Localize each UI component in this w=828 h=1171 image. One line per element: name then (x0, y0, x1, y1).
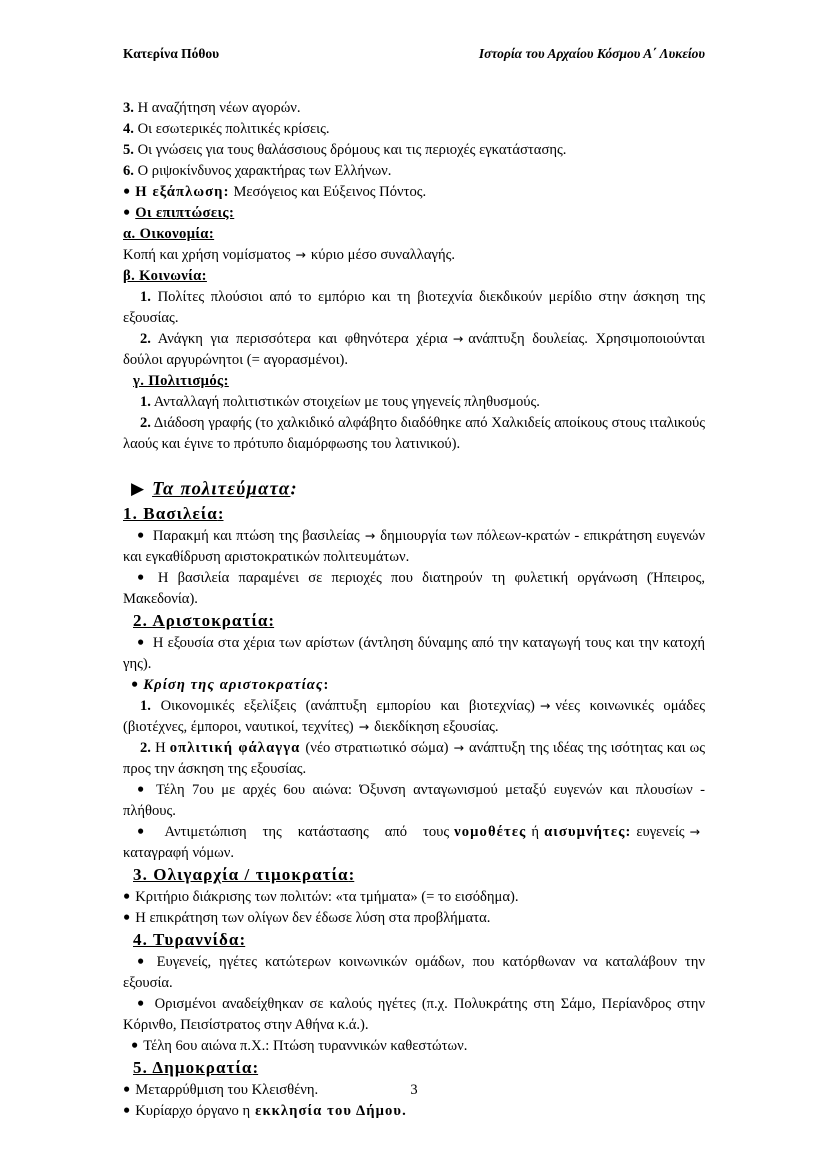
bullet-icon: ● (137, 634, 145, 649)
list-text: Ευγενείς, ηγέτες κατώτερων κοινωνικών ομάδων, που κατόρθωναν να καταλάβουν την εξουσία. (123, 954, 706, 992)
list-number: 2. (140, 740, 151, 757)
list-text-cont: ευγενείς (636, 824, 685, 841)
page-number: 3 (410, 1082, 418, 1098)
list-text: Οι εσωτερικές πολιτικές κρίσεις. (137, 121, 330, 137)
list-text: Ο ριψοκίνδυνος χαρακτήρας των Ελλήνων. (137, 163, 392, 179)
economy-heading (123, 224, 705, 245)
list-text: Ορισμένοι αναδείχθηκαν σε καλούς ηγέτες (π.χ. Πολυκράτης στη Σάμο, Περίανδρος στην Κόρινθο, Πεισίστρατος στην Αθήνα κ.ά.). (123, 996, 706, 1034)
bullet-icon: ● (137, 953, 149, 968)
list-prefix: Η (155, 740, 166, 757)
list-text-end: διεκδίκηση εξουσίας. (374, 719, 499, 736)
list-number: 1. (140, 394, 151, 410)
list-text: Η αναζήτηση νέων αγορών. (137, 100, 301, 116)
arrow-icon: → (689, 824, 701, 840)
list-bold-term: οπλιτική φάλαγγα (169, 740, 301, 757)
regime-heading-colon: : (348, 865, 355, 885)
term-aisymnetes: αισυμνήτες: (544, 824, 632, 841)
list-text-cont: νέες κοινωνικές ομάδες (βιοτέχνες, έμποροι, ναυτικοί, τεχνίτες) (123, 698, 705, 736)
list-text: Κριτήριο διάκρισης των πολιτών: «τα τμήματα» (= το εισόδημα). (135, 889, 519, 906)
list-item (123, 568, 705, 610)
regime-heading (123, 929, 705, 952)
list-item (123, 140, 705, 161)
list-text: Αντιμετώπιση της κατάστασης από τους (164, 824, 450, 841)
main-section-title: Τα πολιτεύματα (152, 479, 291, 500)
list-item (123, 952, 705, 994)
arrow-icon: → (358, 719, 370, 735)
list-number: 2. (140, 415, 151, 431)
economy-heading-text: α. Οικονομία: (123, 226, 215, 242)
list-number: 1. (140, 289, 151, 305)
page-header (123, 46, 705, 62)
regime-heading (123, 1057, 705, 1080)
list-text-cont: ανάπτυξη της ιδέας της ισότητας και ως προς την άσκηση της εξουσίας. (123, 740, 705, 778)
list-item (123, 633, 705, 675)
list-text: (νέο στρατιωτικό σώμα) (305, 740, 449, 757)
list-number: 2. (140, 331, 151, 347)
term-nomothetes: νομοθέτες (454, 824, 527, 841)
list-item (123, 119, 705, 140)
list-text: Οι γνώσεις για τους θαλάσσιους δρόμους και τις περιοχές εγκατάστασης. (137, 142, 567, 158)
arrow-icon: → (453, 740, 464, 756)
list-item (123, 696, 705, 738)
crisis-heading-text: Κρίση της αριστοκρατίας (143, 677, 324, 694)
main-section-heading (123, 477, 705, 503)
bullet-icon: ● (137, 823, 157, 838)
header-author: Κατερίνα Πόθου (123, 46, 220, 61)
economy-text-a: Κοπή και χρήση νομίσματος (123, 247, 291, 263)
expansion-text: Μεσόγειος και Εύξεινος Πόντος. (233, 184, 427, 200)
header-title: Ιστορία του Αρχαίου Κόσμου Α΄ Λυκείου (478, 46, 705, 61)
list-number: 5. (123, 142, 134, 158)
term-or: ή (531, 824, 540, 841)
list-item (123, 161, 705, 182)
expansion-label: Η εξάπλωση (135, 184, 224, 200)
list-text: Η επικράτηση των ολίγων δεν έδωσε λύση στα προβλήματα. (135, 910, 491, 927)
list-item (123, 392, 705, 413)
society-heading-text: β. Κοινωνία: (123, 268, 207, 284)
list-text: Πολίτες πλούσιοι από το εμπόριο και τη βιοτεχνία διεκδικούν μερίδιο στην άσκηση της εξουσίας. (123, 289, 705, 326)
list-prefix: Κυρίαρχο όργανο η (135, 1103, 251, 1120)
list-text: Οικονομικές εξελίξεις (ανάπτυξη εμπορίου και βιοτεχνίας) (160, 698, 535, 715)
list-item (123, 1036, 705, 1057)
list-text: Διάδοση γραφής (το χαλκιδικό αλφάβητο διαδόθηκε από Χαλκιδείς αποίκους στους ιταλικούς λαούς και έγινε το πρότυπο διαμόρφωσης του λατινικού). (123, 415, 705, 452)
list-text: Η βασιλεία παραμένει σε περιοχές που διατηρούν τη φυλετική οργάνωση (Ήπειρος, Μακεδονία). (123, 570, 706, 608)
list-item (123, 994, 705, 1036)
list-item (123, 887, 705, 908)
culture-heading-text: γ. Πολιτισμός: (133, 373, 229, 389)
list-number: 6. (123, 163, 134, 179)
regime-heading-text: 3. Ολιγαρχία / τιμοκρατία (133, 865, 349, 885)
list-item (123, 822, 705, 864)
list-item (123, 780, 705, 822)
regime-heading-text: 5. Δημοκρατία (133, 1058, 253, 1078)
economy-text-b: κύριο μέσο συναλλαγής. (310, 247, 456, 263)
regime-heading-colon: : (252, 1058, 259, 1078)
term-ekklisia-dimou: εκκλησία του Δήμου. (255, 1103, 407, 1120)
bullet-icon: ● (131, 676, 139, 691)
list-text: Η εξουσία στα χέρια των αρίστων (άντληση δύναμης από την καταγωγή τους και την κατοχή γης). (123, 635, 706, 673)
arrow-icon: → (452, 331, 464, 346)
list-text-cont: δημιουργία των πόλεων-κρατών - επικράτηση ευγενών και εγκαθίδρυση αριστοκρατικών πολιτευμάτων. (123, 528, 705, 566)
regime-heading-text: 4. Τυραννίδα (133, 930, 240, 950)
impacts-heading-text: Οι επιπτώσεις: (135, 205, 235, 221)
section-spacer (123, 455, 705, 477)
list-item (123, 182, 705, 203)
bullet-icon: ● (137, 995, 147, 1010)
bullet-icon: ● (123, 909, 131, 924)
list-number: 3. (123, 100, 134, 116)
bullet-icon: ● (123, 888, 131, 903)
list-text: Μεταρρύθμιση του Κλεισθένη. (135, 1082, 319, 1099)
list-item (123, 738, 705, 780)
list-item (123, 329, 705, 371)
list-item (123, 908, 705, 929)
bullet-icon: ● (123, 1081, 131, 1096)
list-number: 4. (123, 121, 134, 137)
bullet-icon: ● (137, 569, 150, 584)
regime-heading-colon: : (239, 930, 246, 950)
list-text-end: καταγραφή νόμων. (123, 845, 235, 862)
list-text: Παρακμή και πτώση της βασιλείας (152, 528, 360, 545)
list-item (123, 526, 705, 568)
document-body (123, 98, 705, 1122)
regime-heading-colon: : (217, 504, 224, 524)
expansion-colon: : (223, 184, 229, 200)
list-item (123, 1101, 705, 1122)
regime-heading-text: 1. Βασιλεία (123, 504, 218, 524)
regime-heading-text: 2. Αριστοκρατία (133, 611, 269, 631)
list-text: Ανάγκη για περισσότερα και φθηνότερα χέρια (157, 331, 448, 347)
regime-heading-colon: : (268, 611, 275, 631)
bullet-icon: ● (131, 1037, 139, 1052)
crisis-heading-colon: : (323, 677, 329, 694)
regime-heading (123, 610, 705, 633)
list-item (123, 413, 705, 455)
bullet-icon: ● (137, 781, 148, 796)
impacts-heading (123, 203, 705, 224)
triangle-icon: ▶ (131, 479, 145, 498)
culture-heading (123, 371, 705, 392)
list-item (123, 287, 705, 329)
list-text: Τέλη 6ου αιώνα π.Χ.: Πτώση τυραννικών καθεστώτων. (143, 1038, 468, 1055)
arrow-icon: → (295, 247, 306, 262)
bullet-icon: ● (123, 1102, 131, 1117)
list-text-cont: ανάπτυξη δουλείας. Χρησιμοποιούνται δούλοι αργυρώνητοι (= αγορασμένοι). (123, 331, 705, 368)
main-section-colon: : (290, 479, 298, 500)
society-heading (123, 266, 705, 287)
list-text: Τέλη 7ου με αρχές 6ου αιώνα: Όξυνση ανταγωνισμού μεταξύ ευγενών και πλουσίων - πλήθους. (123, 782, 705, 820)
list-item (123, 98, 705, 119)
list-number: 1. (140, 698, 151, 715)
list-text: Ανταλλαγή πολιτιστικών στοιχείων με τους γηγενείς πληθυσμούς. (153, 394, 540, 410)
page-footer (0, 1082, 828, 1099)
arrow-icon: → (539, 698, 551, 714)
economy-text (123, 245, 705, 266)
arrow-icon: → (364, 528, 376, 544)
crisis-heading (123, 675, 705, 696)
regime-heading (123, 503, 705, 526)
bullet-icon: ● (137, 527, 145, 542)
bullet-icon: ● (123, 204, 131, 219)
bullet-icon: ● (123, 183, 131, 198)
regime-heading (123, 864, 705, 887)
